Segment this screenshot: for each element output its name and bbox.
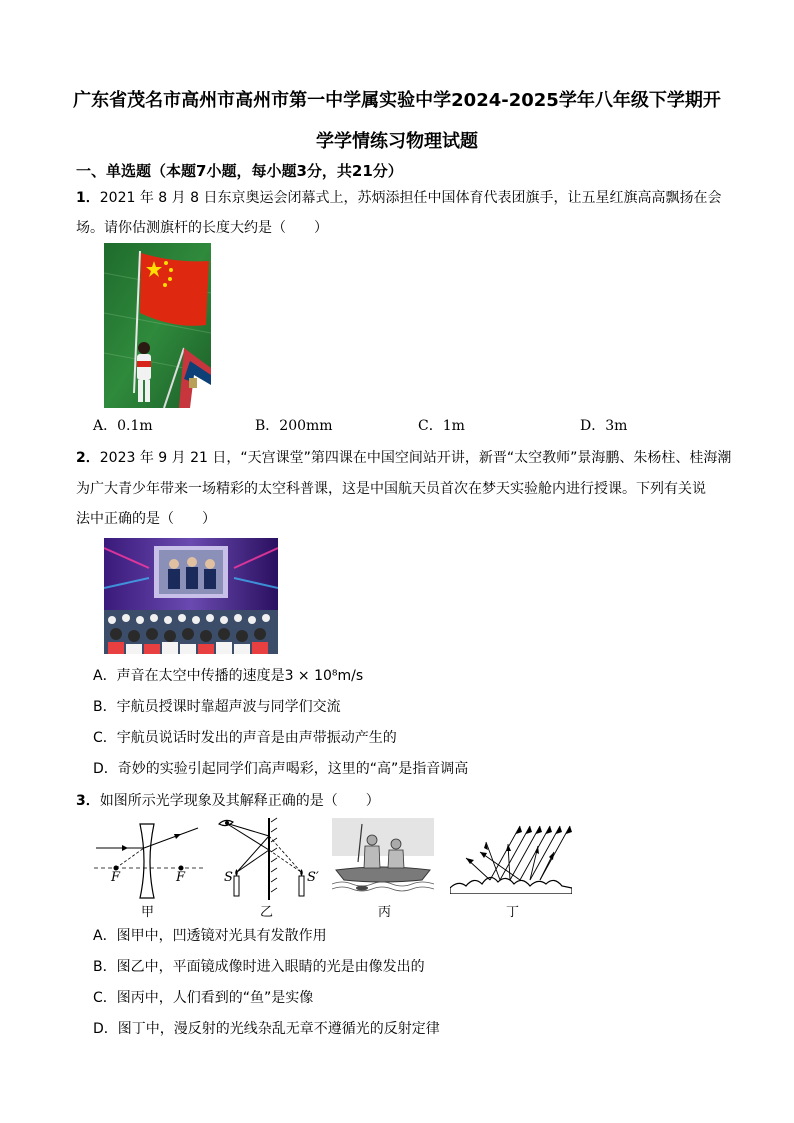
q2-option-c[interactable]: C．宇航员说话时发出的声音是由声带振动产生的 [93,730,397,746]
lens-focus-left-label: F [111,870,121,885]
q1-option-c[interactable]: C．1m [418,418,465,434]
space-class-photo [104,538,278,654]
q3-option-a[interactable]: A．图甲中，凹透镜对光具有发散作用 [93,928,327,944]
question-number: 2． [76,450,100,466]
q2-option-d[interactable]: D．奇妙的实验引起同学们高声喝彩，这里的“高”是指音调高 [93,761,469,777]
q1-option-b[interactable]: B．200mm [255,418,333,434]
page-title-line1: 广东省茂名市高州市高州市第一中学属实验中学2024-2025学年八年级下学期开 [73,90,721,111]
question-2-line3: 法中正确的是（ ） [76,511,216,527]
figure-diffuse-reflection [450,822,572,894]
figure-label-jia: 甲 [141,905,155,920]
question-number: 3． [76,793,100,809]
figure-fishing-boat [332,818,434,892]
question-2-line2: 为广大青少年带来一场精彩的太空科普课，这是中国航天员首次在梦天实验舱内进行授课。下列有关说 [76,481,706,497]
q1-option-d[interactable]: D．3m [580,418,628,434]
question-text: 2021 年 8 月 8 日东京奥运会闭幕式上，苏炳添担任中国体育代表团旗手，让五星红旗高高飘扬在会 [99,190,722,206]
question-1-line2: 场。请你估测旗杆的长度大约是（ ） [76,220,328,236]
flag-bearer-photo [104,243,211,408]
q1-option-a[interactable]: A．0.1m [93,418,153,434]
figure-label-bing: 丙 [378,905,392,920]
mirror-image-label: S′ [307,870,319,885]
question-1-line1 [76,187,721,207]
lens-focus-right-label: F [176,870,186,885]
page-title-line2: 学学情练习物理试题 [316,131,478,152]
q3-option-b[interactable]: B．图乙中，平面镜成像时进入眼睛的光是由像发出的 [93,959,425,975]
q2-option-b[interactable]: B．宇航员授课时靠超声波与同学们交流 [93,699,341,715]
figure-label-ding: 丁 [506,905,520,920]
q3-option-d[interactable]: D．图丁中，漫反射的光线杂乱无章不遵循光的反射定律 [93,1021,440,1037]
question-number: 1． [76,190,100,206]
question-text: 2023 年 9 月 21 日，“天宫课堂”第四课在中国空间站开讲，新晋“太空教师”景海鹏、朱杨柱、桂海潮 [99,450,732,466]
section-heading: 一、单选题（本题7小题，每小题3分，共21分） [76,162,403,180]
mirror-object-label: S [224,870,233,885]
figure-concave-lens [94,818,204,900]
figure-plane-mirror [213,814,325,900]
question-text: 如图所示光学现象及其解释正确的是（ ） [99,793,380,809]
figure-label-yi: 乙 [260,905,274,920]
q2-option-a[interactable]: A．声音在太空中传播的速度是3 × 10⁸m/s [93,668,364,684]
question-2-line1 [76,447,731,467]
q3-option-c[interactable]: C．图丙中，人们看到的“鱼”是实像 [93,990,314,1006]
question-3-line [76,790,380,810]
